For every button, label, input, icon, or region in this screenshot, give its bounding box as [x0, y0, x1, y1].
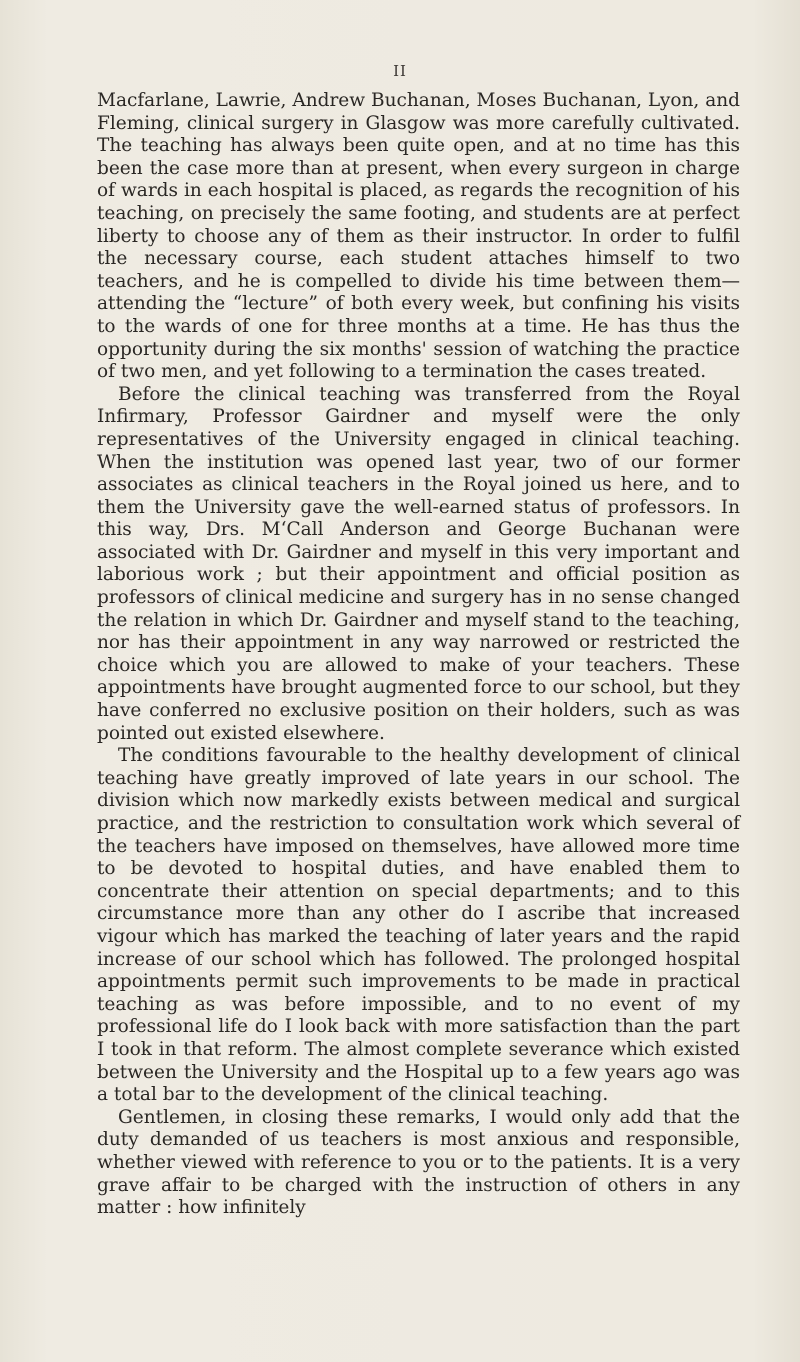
paragraph-3: The conditions favourable to the healthy development of clinical teaching have greatly improved of late years in our school. The division which now markedly exists between medical and surgical practice, and the restriction to consultation work which several of the teachers have imposed on themselves, have allowed more time to be devoted to hospital duties, and have enabled them to concentrate their attention on special departments; and to this circumstance more than any other do I ascribe that increased vigour which has marked the teaching of later years and the rapid increase of our school which has followed. The prolonged hospital appointments permit such improvements to be made in practical teaching as was before impossible, and to no event of my professional life do I look back with more satisfaction than the part I took in that reform. The almost complete severance which existed between the University and the Hospital up to a few years ago was a total bar to the development of the clinical teaching. [97, 745, 740, 1106]
body-text [97, 90, 740, 1220]
paragraph-2: Before the clinical teaching was transferred from the Royal Infirmary, Professor Gairdner and myself were the only representatives of the University engaged in clinical teaching. When the institution was opened last year, two of our former associates as clinical teachers in the Royal joined us here, and to them the University gave the well-earned status of professors. In this way, Drs. M‘Call Anderson and George Buchanan were associated with Dr. Gairdner and myself in this very important and laborious work ; but their appointment and official position as professors of clinical medicine and surgery has in no sense changed the relation in which Dr. Gairdner and myself stand to the teaching, nor has their appointment in any way narrowed or restricted the choice which you are allowed to make of your teachers. These appointments have brought augmented force to our school, but they have conferred no exclusive position on their holders, such as was pointed out existed elsewhere. [97, 383, 740, 744]
page-number: II [393, 62, 407, 80]
paragraph-1: Macfarlane, Lawrie, Andrew Buchanan, Moses Buchanan, Lyon, and Fleming, clinical surgery in Glasgow was more carefully cultivated. The teaching has always been quite open, and at no time has this been the case more than at present, when every surgeon in charge of wards in each hospital is placed, as regards the recognition of his teaching, on precisely the same footing, and students are at perfect liberty to choose any of them as their instructor. In order to fulfil the necessary course, each student attaches himself to two teachers, and he is compelled to divide his time between them—attending the “lecture” of both every week, but confining his visits to the wards of one for three months at a time. He has thus the opportunity during the six months' session of watching the practice of two men, and yet following to a termination the cases treated. [97, 90, 740, 383]
paragraph-4: Gentlemen, in closing these remarks, I would only add that the duty demanded of us teachers is most anxious and responsible, whether viewed with reference to you or to the patients. It is a very grave affair to be charged with the instruction of others in any matter : how infinitely [97, 1106, 740, 1219]
